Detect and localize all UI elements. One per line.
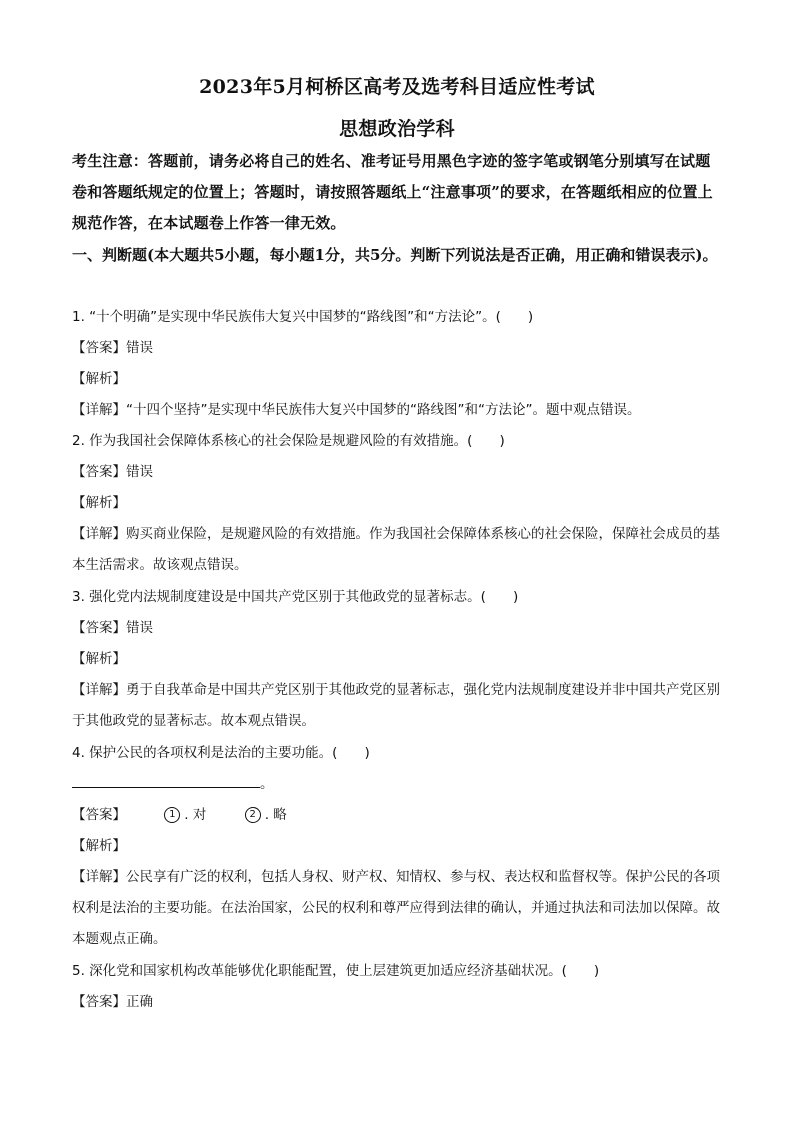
question-3-analysis bbox=[72, 648, 724, 670]
detail-text: 公民享有广泛的权利，包括人身权、财产权、知情权、参与权、表达权和监督权等。保护公民的各项权利是法治的主要功能。在法治国家，公民的权利和尊严应得到法律的确认，并通过执法和司法加以保障。故本题观点正确。 bbox=[72, 869, 720, 947]
answer-value: 错误 bbox=[126, 464, 153, 480]
answer-value: 错误 bbox=[126, 620, 153, 636]
question-2-analysis bbox=[72, 492, 724, 514]
option-text: . 对 bbox=[184, 807, 207, 823]
answer-label: 【答案】 bbox=[72, 464, 126, 480]
circled-number: 1 bbox=[164, 807, 180, 823]
question-3-detail bbox=[72, 675, 724, 737]
analysis-label: 【解析】 bbox=[72, 838, 126, 854]
option-text: . 略 bbox=[264, 807, 287, 823]
exam-notice: 考生注意：答题前，请务必将自己的姓名、准考证号用黑色字迹的签字笔或钢笔分别填写在试题卷和答题纸规定的位置上；答题时，请按照答题纸上“注意事项”的要求，在答题纸相应的位置上规范作答，在本试题卷上作答一律无效。 bbox=[72, 152, 713, 232]
question-2-stem: 2. 作为我国社会保障体系核心的社会保险是规避风险的有效措施。( ) bbox=[72, 433, 505, 449]
analysis-label: 【解析】 bbox=[72, 371, 126, 387]
question-1-analysis bbox=[72, 368, 724, 390]
question-4-answer bbox=[72, 804, 724, 826]
detail-text: 勇于自我革命是中国共产党区别于其他政党的显著标志，强化党内法规制度建设并非中国共产党区别于其他政党的显著标志。故本观点错误。 bbox=[72, 682, 720, 729]
answer-option-1 bbox=[164, 804, 206, 826]
answer-label: 【答案】 bbox=[72, 807, 126, 823]
answer-label: 【答案】 bbox=[72, 994, 126, 1010]
answer-blank bbox=[72, 773, 260, 788]
question-5-answer bbox=[72, 991, 724, 1013]
question-2-detail bbox=[72, 519, 724, 581]
analysis-label: 【解析】 bbox=[72, 651, 126, 667]
question-4-stem: 4. 保护公民的各项权利是法治的主要功能。( ) bbox=[72, 745, 370, 761]
answer-label: 【答案】 bbox=[72, 620, 126, 636]
question-4-detail bbox=[72, 862, 724, 955]
question-1-stem: 1. “十个明确”是实现中华民族伟大复兴中国梦的“路线图”和“方法论”。( ) bbox=[72, 309, 534, 325]
detail-label: 【详解】 bbox=[72, 869, 126, 885]
detail-label: 【详解】 bbox=[72, 402, 126, 418]
question-4-blank bbox=[72, 773, 724, 795]
answer-value: 正确 bbox=[126, 994, 153, 1010]
circled-number: 2 bbox=[245, 807, 261, 823]
blank-period: 。 bbox=[260, 776, 274, 792]
exam-title: 2023年5月柯桥区高考及选考科目适应性考试 bbox=[199, 76, 595, 98]
answer-label: 【答案】 bbox=[72, 340, 126, 356]
question-2-answer bbox=[72, 461, 724, 483]
detail-text: 购买商业保险，是规避风险的有效措施。作为我国社会保障体系核心的社会保险，保障社会成员的基本生活需求。故该观点错误。 bbox=[72, 526, 720, 573]
answer-value: 错误 bbox=[126, 340, 153, 356]
detail-label: 【详解】 bbox=[72, 526, 126, 542]
section-heading: 一、判断题(本大题共5小题，每小题1分，共5分。判断下列说法是否正确，用正确和错误表示)。 bbox=[72, 246, 718, 264]
question-1-detail bbox=[72, 399, 724, 421]
question-3-answer bbox=[72, 617, 724, 639]
detail-label: 【详解】 bbox=[72, 682, 126, 698]
question-1-answer bbox=[72, 337, 724, 359]
analysis-label: 【解析】 bbox=[72, 495, 126, 511]
question-3-stem: 3. 强化党内法规制度建设是中国共产党区别于其他政党的显著标志。( ) bbox=[72, 589, 519, 605]
answer-option-2 bbox=[245, 804, 287, 826]
question-4-analysis bbox=[72, 835, 724, 857]
detail-text: “十四个坚持”是实现中华民族伟大复兴中国梦的“路线图”和“方法论”。题中观点错误。 bbox=[126, 402, 641, 418]
question-5-stem: 5. 深化党和国家机构改革能够优化职能配置，使上层建筑更加适应经济基础状况。( ) bbox=[72, 963, 600, 979]
exam-subtitle: 思想政治学科 bbox=[339, 118, 455, 140]
